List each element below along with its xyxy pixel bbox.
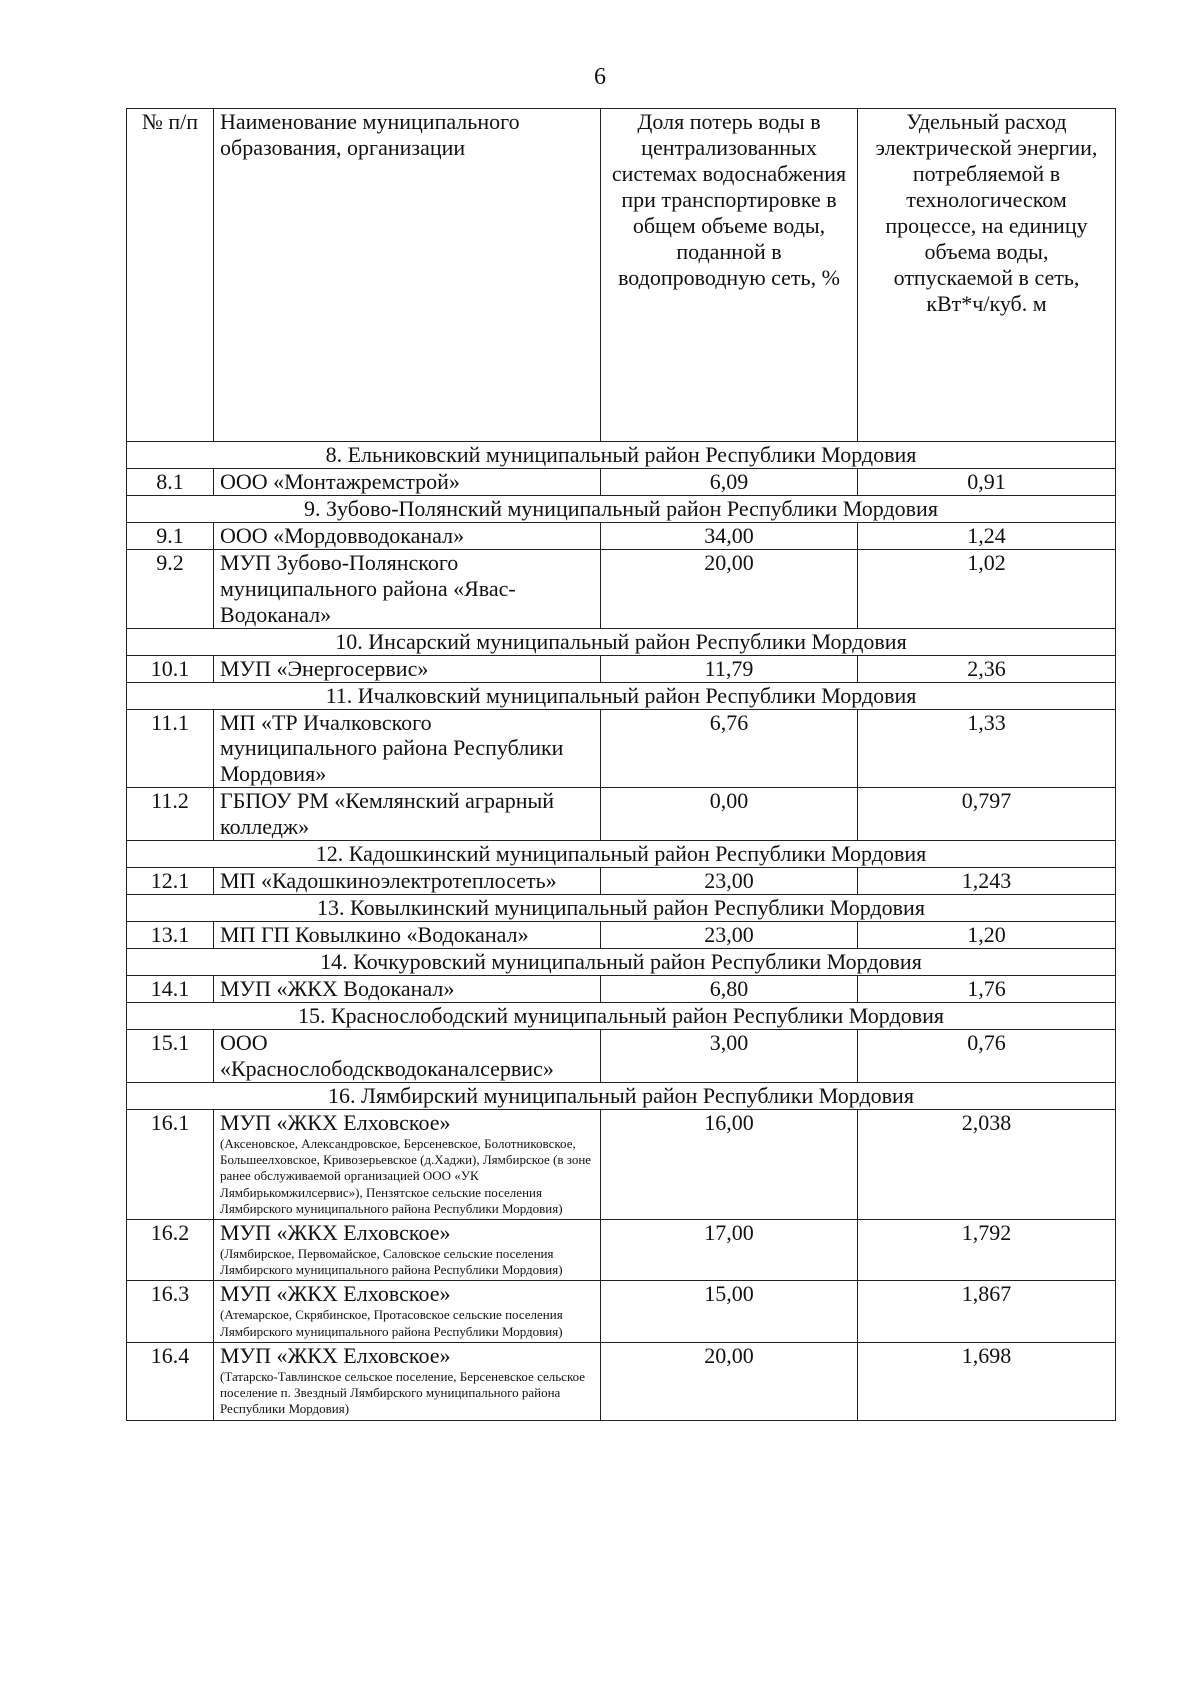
- header-name: Наименование муниципального образования, организации: [214, 109, 601, 442]
- section-title: 13. Ковылкинский муниципальный район Республики Мордовия: [127, 895, 1116, 922]
- row-number: 11.1: [127, 709, 214, 788]
- organization-note: (Татарско-Тавлинское сельское поселение, Берсеневское сельское поселение п. Звездный Лямбирского муниципального района Республики Мордовия): [220, 1368, 586, 1417]
- table-row: [127, 522, 1116, 549]
- water-loss-value: 20,00: [601, 1342, 858, 1420]
- section-row: [127, 628, 1116, 655]
- energy-value: 0,91: [858, 468, 1116, 495]
- organization-note: (Аксеновское, Александровское, Берсеневское, Болотниковское, Большеелховское, Кривозерьевское (д.Хаджи), Лямбирское (в зоне ранее обслуживаемой организацией ООО «УК Лямбирькомжилсервис»), Пензятское сельские поселения Лямбирского муниципального района Республики Мордовия): [220, 1135, 592, 1216]
- section-title: 8. Ельниковский муниципальный район Республики Мордовия: [127, 442, 1116, 469]
- table-row: [127, 922, 1116, 949]
- organization-note: (Лямбирское, Первомайское, Саловское сельские поселения Лямбирского муниципального района Республики Мордовия): [220, 1245, 563, 1278]
- energy-value: 1,02: [858, 549, 1116, 628]
- water-loss-value: 23,00: [601, 922, 858, 949]
- section-row: [127, 1082, 1116, 1109]
- water-loss-value: 23,00: [601, 868, 858, 895]
- section-row: [127, 1003, 1116, 1030]
- table-row: [127, 788, 1116, 841]
- organization-cell: [214, 976, 601, 1003]
- organization-name: ООО «Мордовводоканал»: [220, 522, 465, 548]
- organization-name: МП ГП Ковылкино «Водоканал»: [220, 922, 529, 948]
- section-title: 12. Кадошкинский муниципальный район Республики Мордовия: [127, 841, 1116, 868]
- organization-cell: [214, 522, 601, 549]
- table-body: [127, 442, 1116, 1421]
- organization-name: ООО «Краснослободскводоканалсервис»: [220, 1029, 554, 1081]
- organization-name: МУП «ЖКХ Елховское»: [220, 1220, 451, 1246]
- organization-name: МП «Кадошкиноэлектротеплосеть»: [220, 868, 557, 894]
- section-row: [127, 495, 1116, 522]
- organization-cell: [214, 1281, 601, 1342]
- organization-name: МУП «ЖКХ Елховское»: [220, 1342, 451, 1368]
- row-number: 15.1: [127, 1029, 214, 1082]
- section-row: [127, 895, 1116, 922]
- organization-name: МУП «ЖКХ Водоканал»: [220, 976, 455, 1002]
- table-row: [127, 709, 1116, 788]
- organization-cell: [214, 1342, 601, 1420]
- water-loss-value: 11,79: [601, 655, 858, 682]
- organization-cell: [214, 1109, 601, 1219]
- table-row: [127, 1220, 1116, 1281]
- page-number: 6: [594, 64, 606, 90]
- energy-value: 1,20: [858, 922, 1116, 949]
- table-row: [127, 976, 1116, 1003]
- organization-name: МП «ТР Ичалковского муниципального района Республики Мордовия»: [220, 709, 564, 787]
- row-number: 14.1: [127, 976, 214, 1003]
- energy-value: 1,24: [858, 522, 1116, 549]
- organization-name: МУП Зубово-Полянского муниципального района «Явас-Водоканал»: [220, 549, 516, 627]
- organization-name: МУП «Энергосервис»: [220, 655, 429, 681]
- row-number: 16.1: [127, 1109, 214, 1219]
- water-loss-value: 15,00: [601, 1281, 858, 1342]
- water-loss-value: 3,00: [601, 1029, 858, 1082]
- energy-value: 1,698: [858, 1342, 1116, 1420]
- water-loss-value: 6,76: [601, 709, 858, 788]
- section-title: 10. Инсарский муниципальный район Республики Мордовия: [127, 628, 1116, 655]
- energy-value: 0,76: [858, 1029, 1116, 1082]
- section-title: 16. Лямбирский муниципальный район Республики Мордовия: [127, 1082, 1116, 1109]
- organization-name: МУП «ЖКХ Елховское»: [220, 1281, 451, 1307]
- section-row: [127, 682, 1116, 709]
- table-row: [127, 1281, 1116, 1342]
- energy-value: 0,797: [858, 788, 1116, 841]
- water-loss-value: 0,00: [601, 788, 858, 841]
- table-row: [127, 1109, 1116, 1219]
- table-row: [127, 655, 1116, 682]
- row-number: 9.2: [127, 549, 214, 628]
- energy-value: 1,243: [858, 868, 1116, 895]
- header-energy-consumption: Удельный расход электрической энергии, потребляемой в технологическом процессе, на единицу объема воды, отпускаемой в сеть, кВт*ч/куб. м: [858, 109, 1116, 442]
- row-number: 16.3: [127, 1281, 214, 1342]
- section-title: 9. Зубово-Полянский муниципальный район Республики Мордовия: [127, 495, 1116, 522]
- table-row: [127, 549, 1116, 628]
- energy-value: 1,867: [858, 1281, 1116, 1342]
- organization-note: (Атемарское, Скрябинское, Протасовское сельские поселения Лямбирского муниципального района Республики Мордовия): [220, 1307, 563, 1339]
- row-number: 8.1: [127, 468, 214, 495]
- water-loss-value: 17,00: [601, 1220, 858, 1281]
- table-row: [127, 1029, 1116, 1082]
- table-row: [127, 868, 1116, 895]
- row-number: 10.1: [127, 655, 214, 682]
- organization-cell: [214, 1029, 601, 1082]
- water-indicators-table: [126, 108, 1116, 1421]
- water-loss-value: 20,00: [601, 549, 858, 628]
- header-row: [127, 109, 1116, 442]
- organization-cell: [214, 549, 601, 628]
- organization-name: МУП «ЖКХ Елховское»: [220, 1109, 451, 1135]
- section-row: [127, 442, 1116, 469]
- table-row: [127, 468, 1116, 495]
- energy-value: 1,792: [858, 1220, 1116, 1281]
- section-row: [127, 949, 1116, 976]
- organization-name: ГБПОУ РМ «Кемлянский аграрный колледж»: [220, 788, 555, 840]
- row-number: 13.1: [127, 922, 214, 949]
- organization-cell: [214, 655, 601, 682]
- water-loss-value: 6,09: [601, 468, 858, 495]
- organization-cell: [214, 788, 601, 841]
- organization-cell: [214, 868, 601, 895]
- water-loss-value: 34,00: [601, 522, 858, 549]
- row-number: 16.2: [127, 1220, 214, 1281]
- section-title: 15. Краснослободский муниципальный район Республики Мордовия: [127, 1003, 1116, 1030]
- section-title: 14. Кочкуровский муниципальный район Республики Мордовия: [127, 949, 1116, 976]
- water-loss-value: 6,80: [601, 976, 858, 1003]
- energy-value: 2,038: [858, 1109, 1116, 1219]
- organization-cell: [214, 709, 601, 788]
- row-number: 12.1: [127, 868, 214, 895]
- organization-cell: [214, 922, 601, 949]
- organization-cell: [214, 468, 601, 495]
- row-number: 11.2: [127, 788, 214, 841]
- water-loss-value: 16,00: [601, 1109, 858, 1219]
- header-num: № п/п: [127, 109, 214, 442]
- section-title: 11. Ичалковский муниципальный район Республики Мордовия: [127, 682, 1116, 709]
- header-water-loss: Доля потерь воды в централизованных системах водоснабжения при транспортировке в общем объеме воды, поданной в водопроводную сеть, %: [601, 109, 858, 442]
- table-row: [127, 1342, 1116, 1420]
- organization-name: ООО «Монтажремстрой»: [220, 468, 460, 494]
- energy-value: 2,36: [858, 655, 1116, 682]
- row-number: 9.1: [127, 522, 214, 549]
- row-number: 16.4: [127, 1342, 214, 1420]
- energy-value: 1,76: [858, 976, 1116, 1003]
- section-row: [127, 841, 1116, 868]
- organization-cell: [214, 1220, 601, 1281]
- energy-value: 1,33: [858, 709, 1116, 788]
